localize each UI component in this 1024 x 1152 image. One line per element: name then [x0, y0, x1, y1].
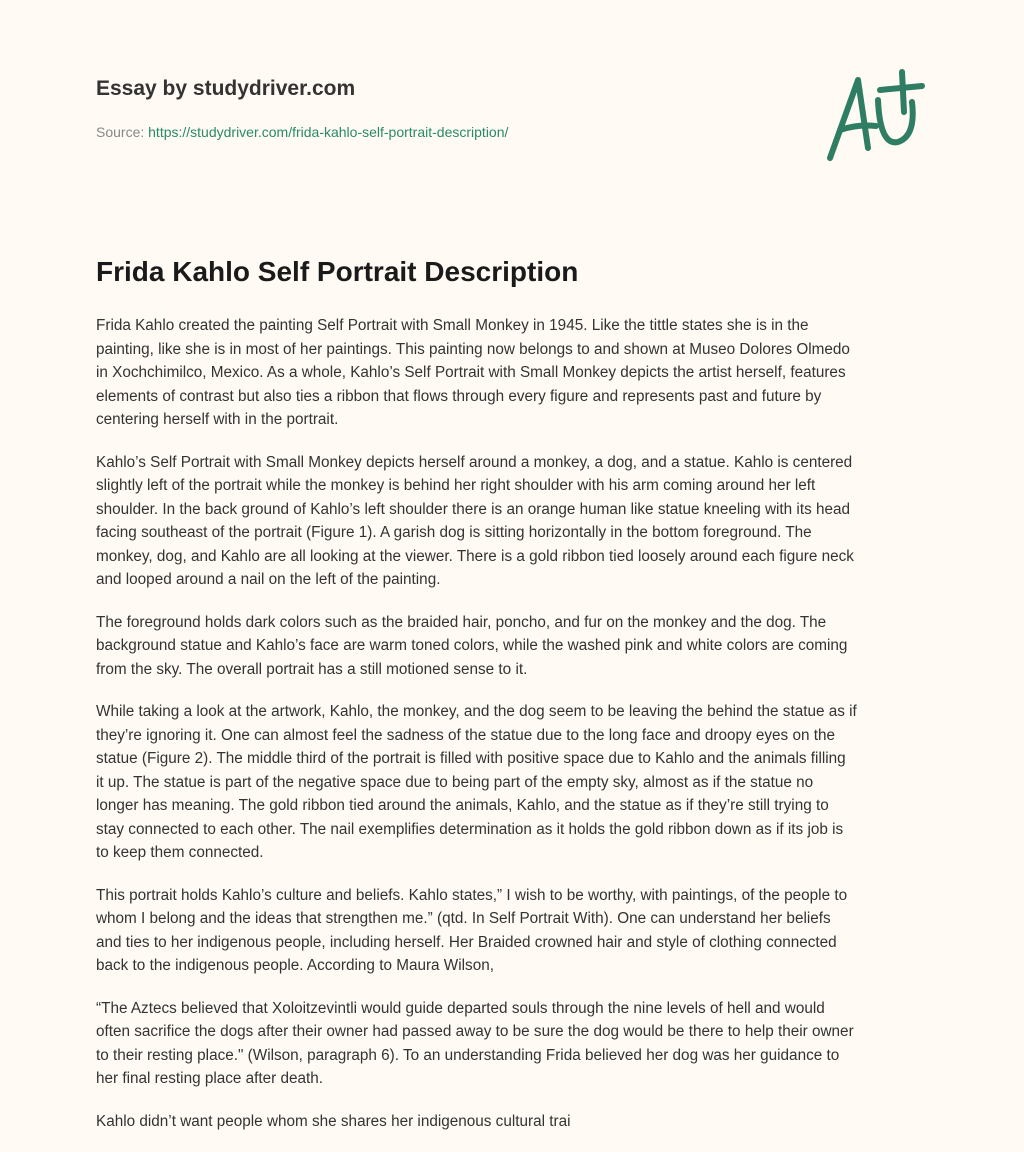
paragraph-line: statue (Figure 2). The middle third of the portrait is filled with positive space due to Kahlo and the animals filling — [96, 750, 846, 767]
essay-paragraph — [96, 997, 946, 1091]
paragraph-line: and looped around a nail on the left of the painting. — [96, 571, 441, 588]
essay-paragraph — [96, 700, 946, 865]
essay-body — [96, 314, 946, 1152]
essay-title: Frida Kahlo Self Portrait Description — [96, 256, 579, 287]
paragraph-line: The foreground holds dark colors such as the braided hair, poncho, and fur on the monkey and the dog. The — [96, 613, 827, 631]
paragraph-line: shoulder. In the back ground of Kahlo’s left shoulder there is an orange human like statue kneeling with its head — [96, 500, 850, 518]
paragraph-line: painting, like she is in most of her paintings. This painting now belongs to and shown at Museo Dolores Olmedo — [96, 340, 850, 358]
paragraph-line: monkey, dog, and Kahlo are all looking at the viewer. There is a gold ribbon tied loosely around each figure neck — [96, 547, 854, 565]
paragraph-line: slightly left of the portrait while the monkey is behind her right shoulder with his arm coming around her left — [96, 477, 816, 494]
paragraph-line: her final resting place after death. — [96, 1070, 324, 1087]
paragraph-line: centering herself with in the portrait. — [96, 411, 339, 428]
paragraph-line: Kahlo didn’t want people whom she shares her indigenous cultural trai — [96, 1112, 571, 1130]
paragraph-line: and ties to her indigenous people, including herself. Her Braided crowned hair and style of clothing connected — [96, 933, 837, 951]
paragraph-line: back to the indigenous people. According to Maura Wilson, — [96, 957, 494, 974]
paragraph-line: from the sky. The overall portrait has a still motioned sense to it. — [96, 660, 528, 678]
essay-paragraph — [96, 884, 946, 978]
source-label: Source: — [96, 124, 149, 140]
paragraph-line: This portrait holds Kahlo’s culture and beliefs. Kahlo states,” I wish to be worthy, with paintings, of the people to — [96, 886, 848, 904]
a-plus-logo-icon — [818, 68, 928, 164]
paragraph-line: stay connected to each other. The nail exemplifies determination as it holds the gold ribbon down as if its job is — [96, 820, 844, 838]
essay-paragraph — [96, 1110, 946, 1134]
paragraph-line: it up. The statue is part of the negative space due to being part of the empty sky, almost as if the statue no — [96, 773, 814, 791]
essay-paragraph — [96, 314, 946, 432]
site-brand: Essay by studydriver.com — [96, 77, 356, 100]
paragraph-line: to their resting place." (Wilson, paragraph 6). To an understanding Frida believed her dog was her guidance to — [96, 1046, 840, 1064]
paragraph-line: whom I belong and the ideas that strengthen me.” (qtd. In Self Portrait With). One can understand her beliefs — [96, 910, 831, 927]
essay-paragraph — [96, 611, 946, 682]
source-line — [96, 124, 508, 140]
paragraph-line: elements of contrast but also ties a ribbon that flows through every figure and represents past and future by — [96, 387, 822, 405]
paragraph-line: to keep them connected. — [96, 844, 264, 861]
paragraph-line: “The Aztecs believed that Xoloitzevintli would guide departed souls through the nine levels of hell and would — [96, 999, 825, 1017]
essay-paragraph — [96, 451, 946, 592]
paragraph-line: facing southeast of the portrait (Figure 1). A garish dog is sitting horizontally in the bottom foreground. The — [96, 524, 812, 541]
paragraph-line: While taking a look at the artwork, Kahlo, the monkey, and the dog seem to be leaving the behind the statue as if — [96, 703, 857, 720]
paragraph-line: they’re ignoring it. One can almost feel the sadness of the statue due to the long face and droopy eyes on the — [96, 726, 835, 744]
paragraph-line: Frida Kahlo created the painting Self Portrait with Small Monkey in 1945. Like the tittle states she is in the — [96, 317, 809, 334]
paragraph-line: background statue and Kahlo’s face are warm toned colors, while the washed pink and white colors are coming — [96, 637, 848, 654]
paragraph-line: Kahlo’s Self Portrait with Small Monkey depicts herself around a monkey, a dog, and a statue. Kahlo is centered — [96, 453, 853, 471]
paragraph-line: often sacrifice the dogs after their owner had passed away to be sure the dog would be there to help their owner — [96, 1023, 854, 1040]
paragraph-line: in Xochchimilco, Mexico. As a whole, Kahlo’s Self Portrait with Small Monkey depicts the artist herself, features — [96, 364, 846, 381]
paragraph-line: longer has meaning. The gold ribbon tied around the animals, Kahlo, and the statue as if they’re still trying to — [96, 797, 829, 814]
source-link[interactable]: https://studydriver.com/frida-kahlo-self-portrait-description/ — [148, 124, 509, 140]
